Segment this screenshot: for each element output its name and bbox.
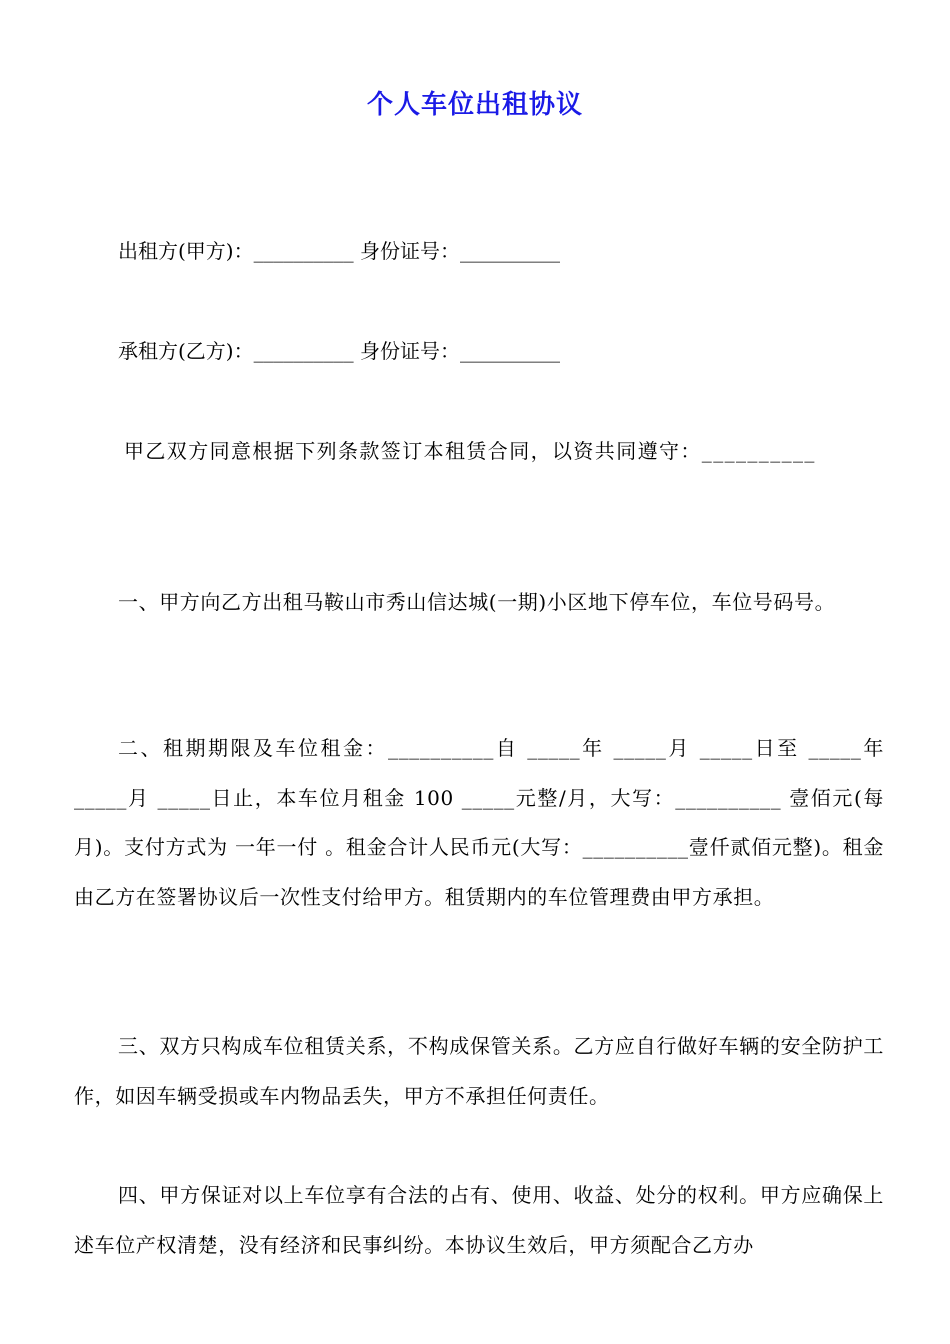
clause-4: [74, 1171, 884, 1270]
clause-4-text: 四、甲方保证对以上车位享有合法的占有、使用、收益、处分的权利。甲方应确保上述车位产权清楚，没有经济和民事纠纷。本协议生效后，甲方须配合乙方办: [74, 1183, 884, 1257]
clause-2-text: 二、租期期限及车位租金：__________自 _____年 _____月 _____日至 _____年 _____月 _____日止，本车位月租金 100 _____元整/月，大写：__________ 壹佰元(每月)。支付方式为 一年一付 。租金合计人民币元(大写：__________壹仟贰佰元整)。租金由乙方在签署协议后一次性支付给甲方。租赁期内的车位管理费由甲方承担。: [74, 736, 884, 909]
lessor-line: 出租方(甲方)：__________ 身份证号：__________: [118, 239, 560, 263]
clause-3: [74, 1022, 884, 1121]
clause-1-text: 一、甲方向乙方出租马鞍山市秀山信达城(一期)小区地下停车位，车位号码号。: [118, 590, 836, 614]
lessee-line: 承租方(乙方)：__________ 身份证号：__________: [118, 339, 560, 363]
clause-3-text: 三、双方只构成车位租赁关系，不构成保管关系。乙方应自行做好车辆的安全防护工作，如因车辆受损或车内物品丢失，甲方不承担任何责任。: [74, 1034, 884, 1108]
document-title: 个人车位出租协议: [366, 90, 583, 120]
intro-line: 甲乙双方同意根据下列条款签订本租赁合同，以资共同遵守：__________: [124, 439, 816, 463]
clause-1: [74, 578, 884, 628]
clause-2: [74, 724, 884, 922]
